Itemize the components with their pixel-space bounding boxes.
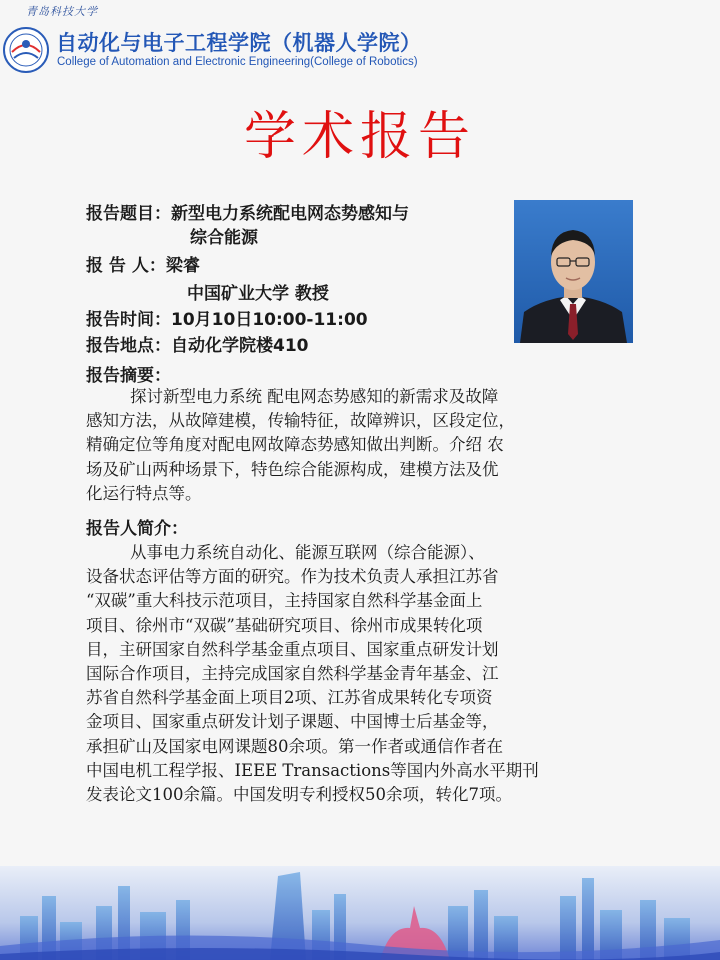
- speaker-row: [86, 254, 506, 278]
- location-label: 报告地点：: [86, 336, 171, 356]
- page-title: 学术报告: [243, 107, 476, 167]
- report-info: [86, 202, 506, 358]
- bio-line: 国际合作项目，主持完成国家自然科学基金青年基金、江: [86, 663, 499, 683]
- time-row: [86, 308, 506, 332]
- speaker-affiliation: 中国矿业大学 教授: [187, 284, 329, 304]
- time-label: 报告时间：: [86, 310, 171, 330]
- bio-line: 项目、徐州市“双碳”基础研究项目、徐州市成果转化项: [86, 615, 483, 635]
- location-row: [86, 334, 506, 358]
- speaker-name: 梁睿: [165, 256, 200, 276]
- bio-line: 金项目、国家重点研发计划子课题、中国博士后基金等，: [86, 712, 499, 732]
- speaker-label: 报 告 人：: [86, 256, 166, 276]
- abstract-label: 报告摘要：: [86, 366, 171, 386]
- speaker-photo: [514, 200, 633, 343]
- bio-text: [86, 541, 626, 807]
- abstract-line: 精确定位等角度对配电网故障态势感知做出判断。介绍 农: [86, 435, 504, 455]
- bio-line: 目，主研国家自然科学基金重点项目、国家重点研发计划: [86, 639, 499, 659]
- abstract-line: 探讨新型电力系统 配电网态势感知的新需求及故障: [130, 387, 499, 406]
- topic-line-1: 新型电力系统配电网态势感知与: [171, 204, 409, 224]
- topic-line-2: 综合能源: [190, 228, 258, 248]
- time-value: 10月10日10:00-11:00: [171, 310, 368, 330]
- university-emblem-icon: [2, 14, 50, 74]
- abstract-text: [86, 385, 626, 506]
- topic-label: 报告题目：: [86, 204, 171, 224]
- university-calligraphy: 青岛科技大学: [26, 5, 98, 18]
- college-name-en: College of Automation and Electronic Engineering(College of Robotics): [57, 56, 418, 68]
- college-name-cn: 自动化与电子工程学院（机器人学院）: [56, 31, 422, 55]
- bio-line: 发表论文100余篇。中国发明专利授权50余项，转化7项。: [86, 784, 512, 804]
- affiliation-row: [86, 282, 506, 306]
- bio-line: 承担矿山及国家电网课题80余项。第一作者或通信作者在: [86, 736, 503, 756]
- topic-row: [86, 202, 506, 226]
- abstract-line: 感知方法，从故障建模，传输特征，故障辨识，区段定位，: [86, 411, 515, 431]
- location-value: 自动化学院楼410: [171, 336, 309, 356]
- abstract-line: 场及矿山两种场景下，特色综合能源构成，建模方法及优: [86, 459, 499, 479]
- bio-line: 设备状态评估等方面的研究。作为技术负责人承担江苏省: [86, 567, 499, 587]
- city-skyline-banner: [0, 866, 720, 960]
- bio-label: 报告人简介：: [86, 519, 188, 539]
- abstract-line: 化运行特点等。: [86, 483, 202, 503]
- bio-line: “双碳”重大科技示范项目，主持国家自然科学基金面上: [86, 591, 483, 611]
- bio-line: 中国电机工程学报、IEEE Transactions等国内外高水平期刊: [86, 760, 539, 780]
- bio-line: 从事电力系统自动化、能源互联网（综合能源）、: [130, 543, 485, 562]
- topic-row-2: [86, 226, 506, 250]
- bio-line: 苏省自然科学基金面上项目2项、江苏省成果转化专项资: [86, 688, 493, 708]
